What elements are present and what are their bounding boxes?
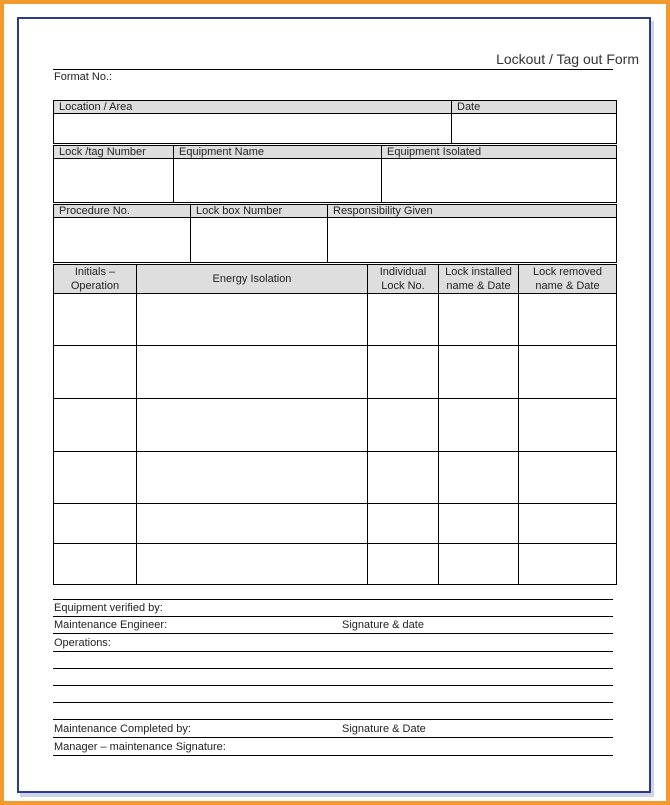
form-page bbox=[17, 17, 651, 793]
table-cell-initials[interactable] bbox=[53, 293, 137, 347]
table-cell-lock-removed[interactable] bbox=[518, 503, 617, 545]
table-cell-energy-isolation[interactable] bbox=[136, 345, 368, 400]
col-removed-line2: name & Date bbox=[535, 280, 600, 292]
table-cell-energy-isolation[interactable] bbox=[136, 293, 368, 347]
date-header: Date bbox=[451, 100, 617, 114]
table-cell-lock-removed[interactable] bbox=[518, 345, 617, 400]
page-frame bbox=[4, 4, 666, 801]
footer-rule-9 bbox=[53, 755, 613, 756]
footer-rule-8 bbox=[53, 737, 613, 738]
col-lock-line1: Individual bbox=[379, 266, 427, 278]
footer-rule-6 bbox=[53, 702, 613, 703]
col-installed-line1: Lock installed bbox=[445, 266, 512, 278]
col-lock-installed bbox=[438, 264, 519, 294]
equipment-name-header: Equipment Name bbox=[173, 145, 382, 159]
operations-label: Operations: bbox=[54, 637, 111, 649]
col-lock-line2: Lock No. bbox=[381, 280, 425, 292]
responsibility-header: Responsibility Given bbox=[327, 204, 617, 218]
table-cell-lock-removed[interactable] bbox=[518, 398, 617, 453]
footer-rule-1 bbox=[53, 616, 613, 617]
footer-rule-4 bbox=[53, 668, 613, 669]
lockbox-header: Lock box Number bbox=[190, 204, 328, 218]
col-initials-operation bbox=[53, 264, 137, 294]
date-field[interactable] bbox=[451, 113, 617, 144]
maintenance-completed-label: Maintenance Completed by: bbox=[54, 723, 191, 735]
table-cell-lock-no[interactable] bbox=[367, 503, 439, 545]
signature-date-label-2: Signature & Date bbox=[342, 723, 426, 735]
table-cell-initials[interactable] bbox=[53, 543, 137, 585]
col-energy-line1: Energy Isolation bbox=[212, 273, 292, 285]
table-cell-lock-removed[interactable] bbox=[518, 293, 617, 347]
table-cell-initials[interactable] bbox=[53, 451, 137, 505]
table-cell-lock-no[interactable] bbox=[367, 293, 439, 347]
col-lock-removed bbox=[518, 264, 617, 294]
footer-rule-3 bbox=[53, 651, 613, 652]
manager-signature-label: Manager – maintenance Signature: bbox=[54, 741, 226, 753]
table-cell-lock-installed[interactable] bbox=[438, 293, 519, 347]
table-cell-energy-isolation[interactable] bbox=[136, 451, 368, 505]
lock-tag-header: Lock /tag Number bbox=[53, 145, 174, 159]
table-cell-lock-no[interactable] bbox=[367, 543, 439, 585]
footer-rule-7 bbox=[53, 719, 613, 720]
table-cell-lock-no[interactable] bbox=[367, 451, 439, 505]
equipment-name-field[interactable] bbox=[173, 158, 382, 203]
signature-date-label-1: Signature & date bbox=[342, 619, 424, 631]
table-cell-lock-installed[interactable] bbox=[438, 345, 519, 400]
table-cell-initials[interactable] bbox=[53, 345, 137, 400]
responsibility-field[interactable] bbox=[327, 217, 617, 263]
table-cell-energy-isolation[interactable] bbox=[136, 398, 368, 453]
table-cell-lock-removed[interactable] bbox=[518, 451, 617, 505]
col-installed-line2: name & Date bbox=[446, 280, 511, 292]
location-area-field[interactable] bbox=[53, 113, 452, 144]
table-cell-initials[interactable] bbox=[53, 398, 137, 453]
col-individual-lock bbox=[367, 264, 439, 294]
table-cell-lock-installed[interactable] bbox=[438, 503, 519, 545]
equipment-isolated-field[interactable] bbox=[381, 158, 617, 203]
table-cell-energy-isolation[interactable] bbox=[136, 543, 368, 585]
lock-tag-field[interactable] bbox=[53, 158, 174, 203]
footer-rule-5 bbox=[53, 685, 613, 686]
col-initials-line2: Operation bbox=[70, 280, 120, 292]
equipment-verified-label: Equipment verified by: bbox=[54, 602, 163, 614]
table-cell-lock-no[interactable] bbox=[367, 398, 439, 453]
location-area-header: Location / Area bbox=[53, 100, 452, 114]
col-energy-isolation bbox=[136, 264, 368, 294]
col-removed-line1: Lock removed bbox=[532, 266, 603, 278]
footer-rule-2 bbox=[53, 633, 613, 634]
lockbox-field[interactable] bbox=[190, 217, 328, 263]
procedure-header: Procedure No. bbox=[53, 204, 191, 218]
table-cell-lock-removed[interactable] bbox=[518, 543, 617, 585]
table-cell-energy-isolation[interactable] bbox=[136, 503, 368, 545]
table-cell-lock-installed[interactable] bbox=[438, 451, 519, 505]
table-cell-lock-installed[interactable] bbox=[438, 398, 519, 453]
table-cell-lock-installed[interactable] bbox=[438, 543, 519, 585]
maintenance-engineer-label: Maintenance Engineer: bbox=[54, 619, 168, 631]
format-number-label: Format No.: bbox=[54, 71, 113, 83]
equipment-isolated-header: Equipment Isolated bbox=[381, 145, 617, 159]
table-cell-lock-no[interactable] bbox=[367, 345, 439, 400]
footer-rule-0 bbox=[53, 599, 613, 600]
table-cell-initials[interactable] bbox=[53, 503, 137, 545]
procedure-field[interactable] bbox=[53, 217, 191, 263]
title-rule bbox=[53, 69, 613, 70]
form-title: Lockout / Tag out Form bbox=[496, 51, 639, 67]
col-initials-line1: Initials – bbox=[74, 266, 116, 278]
